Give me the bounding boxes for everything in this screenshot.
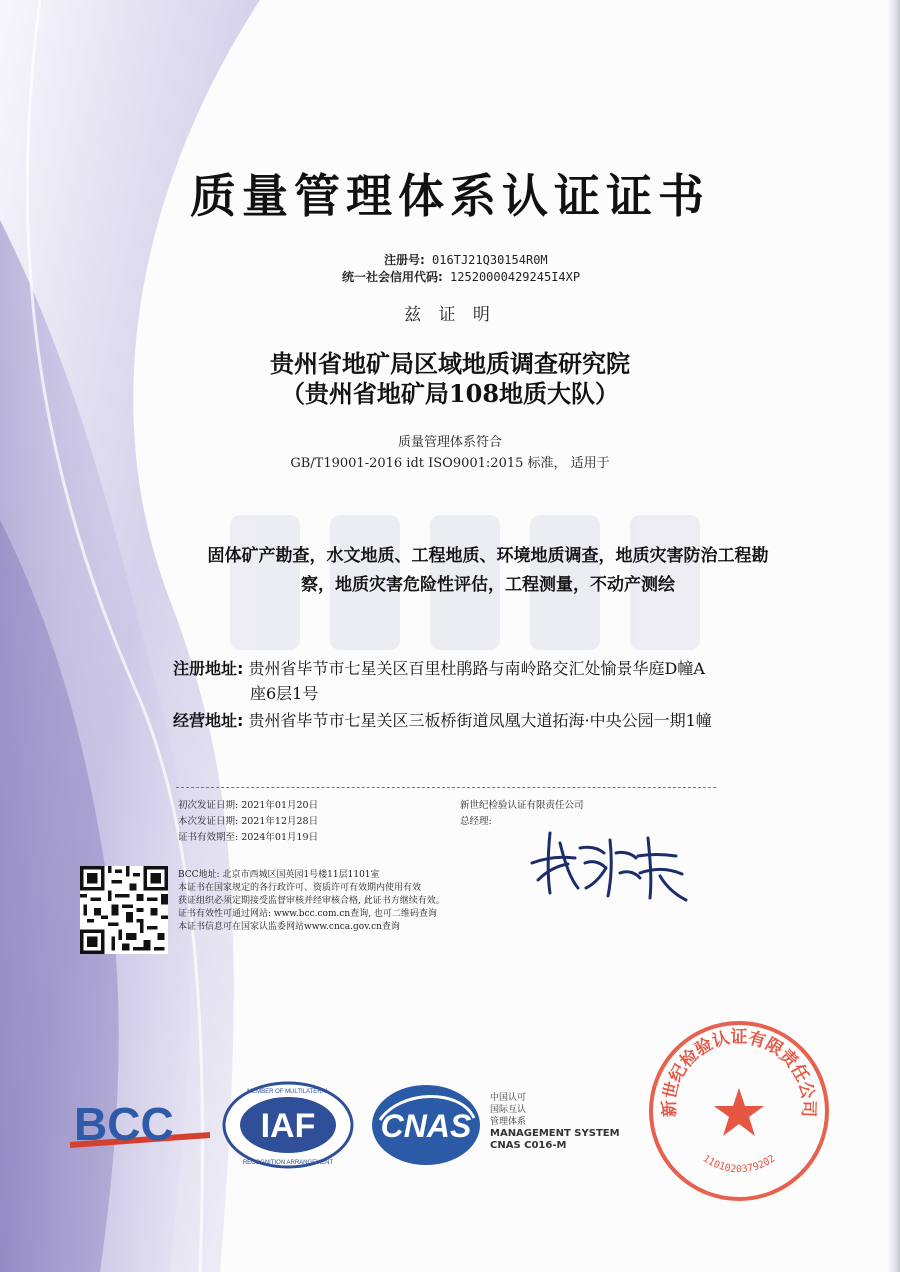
operating-address: [173, 708, 813, 733]
cnas-caption-cn-1: 中国认可: [490, 1093, 527, 1103]
registered-address-value: 贵州省毕节市七星关区百里杜鹃路与南岭路交汇处愉景华庭D幢A: [248, 659, 705, 678]
iaf-logo: [224, 1083, 352, 1167]
cnas-caption-cn-2: 国际互认: [490, 1105, 527, 1115]
registration-label: 注册号:: [384, 253, 425, 267]
note-line: 获证组织必须定期接受监督审核并经审核合格, 此证书方继续有效。: [178, 896, 445, 906]
accreditation-logos: [70, 1080, 490, 1170]
cnas-logo-text: CNAS: [380, 1108, 472, 1144]
bcc-logo-text: BCC: [74, 1098, 174, 1150]
note-line: BCC地址: 北京市西城区国英园1号楼11层1101室: [178, 870, 380, 880]
registered-address-label: 注册地址:: [173, 659, 244, 678]
registered-address: [173, 656, 793, 681]
cnas-caption-en-2: CNAS C016-M: [490, 1140, 567, 1151]
credit-code: 12520000429245I4XP: [450, 270, 581, 284]
scope-line-1: 固体矿产勘查，水文地质、工程地质、环境地质调查，地质灾害防治工程勘: [207, 546, 769, 566]
registered-address-continued: 座6层1号: [250, 684, 319, 703]
iaf-ring-bottom-text: RECOGNITION ARRANGEMENT: [242, 1160, 334, 1166]
svg-text:1101020379202: [701, 1153, 778, 1175]
certificate-title: 质量管理体系认证证书: [190, 169, 710, 223]
operating-address-label: 经营地址:: [173, 711, 244, 730]
certify-heading: 兹 证 明: [404, 305, 496, 325]
bcc-logo: [70, 1098, 210, 1150]
qr-code[interactable]: [80, 866, 168, 954]
cnas-caption: [490, 1092, 620, 1152]
organization-alias: （贵州省地矿局108地质大队）: [280, 379, 620, 408]
valid-until-date: 证书有效期至: 2024年01月19日: [178, 832, 319, 843]
cnas-caption-en-1: MANAGEMENT SYSTEM: [490, 1128, 620, 1139]
first-issue-date: 初次发证日期: 2021年01月20日: [178, 800, 319, 811]
issuer-company: 新世纪检验认证有限责任公司: [460, 800, 584, 811]
note-line: 本证书在国家规定的各行政许可、资质许可有效期内使用有效: [178, 883, 422, 893]
iaf-ring-top-text: MEMBER OF MULTILATERAL: [247, 1089, 329, 1095]
certification-scope: [188, 542, 788, 600]
credit-code-line: [342, 268, 580, 285]
current-issue-date: 本次发证日期: 2021年12月28日: [178, 816, 319, 827]
note-line: 证书有效性可通过网站: www.bcc.com.cn查询, 也可二维码查询: [178, 909, 437, 919]
scope-line-2: 察，地质灾害危险性评估，工程测量，不动产测绘: [301, 575, 675, 595]
registration-number: 016TJ21Q30154R0M: [432, 253, 548, 267]
company-seal-stamp: [646, 1018, 832, 1204]
note-line: 本证书信息可在国家认监委网站www.cnca.gov.cn查询: [178, 922, 400, 932]
iaf-logo-text: IAF: [260, 1107, 316, 1145]
standard-statement: GB/T19001-2016 idt ISO9001:2015 标准， 适用于: [290, 456, 610, 471]
cnas-logo: [372, 1085, 480, 1165]
credit-code-label: 统一社会信用代码:: [342, 270, 443, 284]
conformity-statement: 质量管理体系符合: [397, 435, 502, 450]
operating-address-value: 贵州省毕节市七星关区三板桥街道凤凰大道拓海·中央公园一期1幢: [248, 711, 712, 730]
registration-number-line: [384, 251, 548, 268]
certificate-notes: [178, 869, 608, 934]
seal-number-text: 1101020379202: [700, 1153, 778, 1176]
divider: [176, 787, 716, 788]
seal-company-text: 新世纪检验认证有限责任公司: [659, 1027, 819, 1118]
organization-name: 贵州省地矿局区域地质调查研究院: [270, 349, 630, 378]
cnas-caption-cn-3: 管理体系: [490, 1117, 527, 1127]
general-manager-label: 总经理:: [460, 816, 492, 827]
